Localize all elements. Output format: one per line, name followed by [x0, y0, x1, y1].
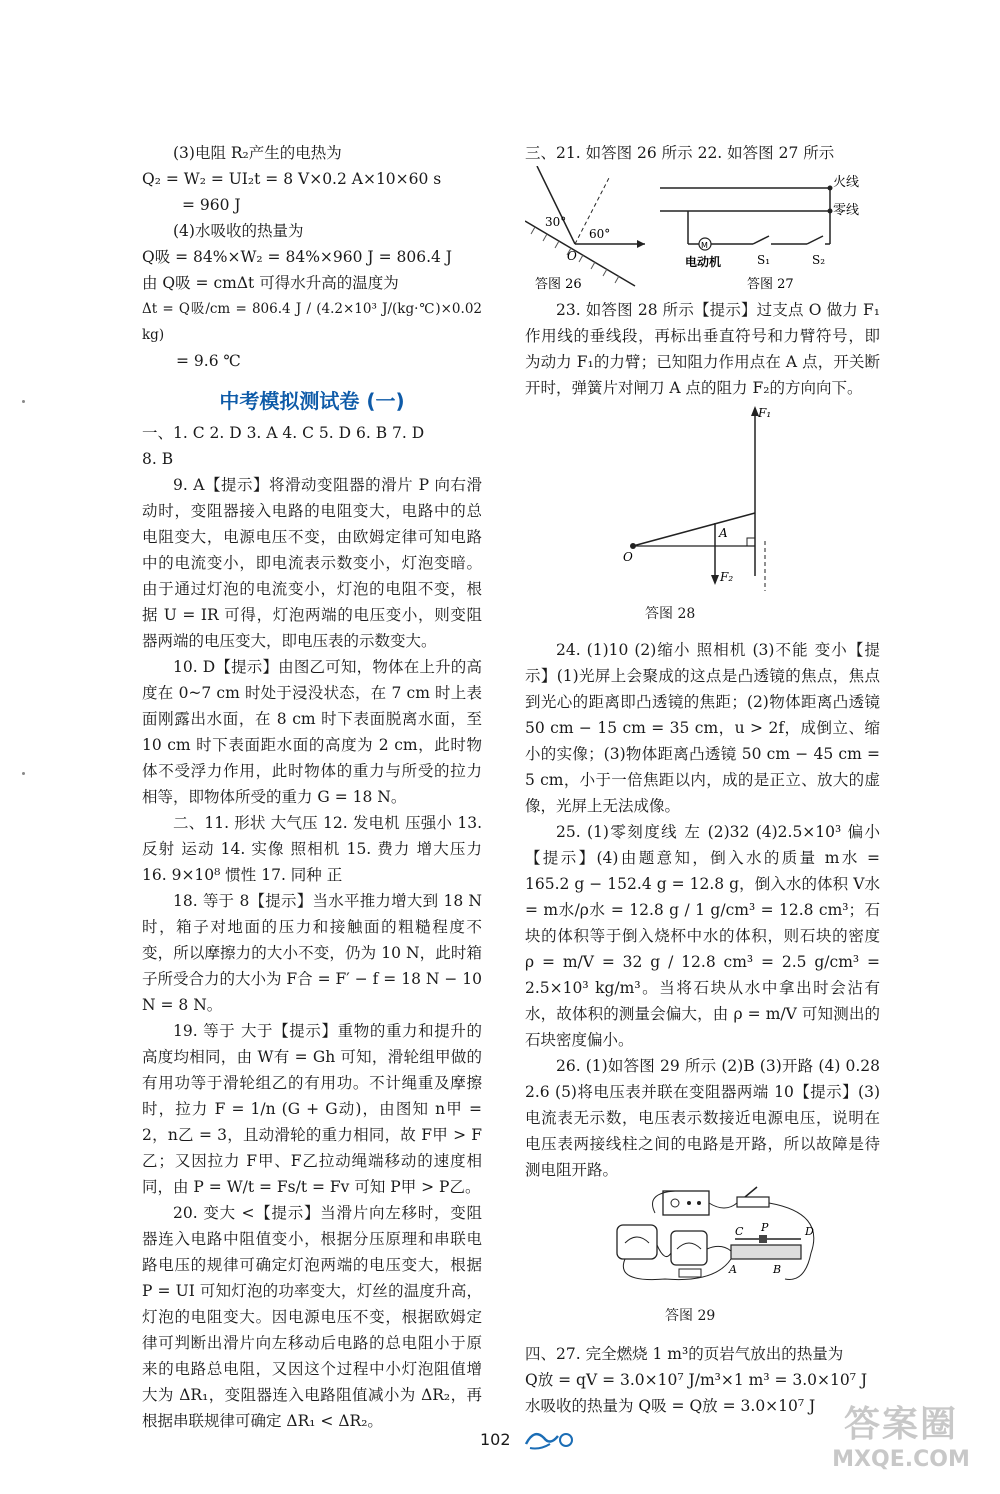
- page-number: 102: [480, 1430, 511, 1449]
- section-title: 中考模拟测试卷 (一): [219, 389, 405, 413]
- figure-29-circuit: [525, 1183, 880, 1303]
- page-ornament-icon: [520, 1424, 580, 1452]
- text-line: (4)水吸收的热量为: [173, 222, 304, 240]
- motor-symbol: M: [701, 241, 708, 250]
- terminal-label: P: [761, 1221, 769, 1234]
- figure-caption: 答图 29: [665, 1308, 716, 1324]
- scan-speck: [22, 772, 25, 775]
- formula-line: = 960 J: [182, 196, 241, 214]
- point-label: A: [719, 526, 728, 540]
- answer-paragraph: 10. D【提示】由图乙可知，物体在上升的高度在 0~7 cm 时处于浸没状态，在 7 cm 时上表面刚露出水面，在 8 cm 时下表面脱离水面，至 10 cm 时下表面距水面的高度为 2 cm，此时物体不受浮力作用，此时物体的重力与所受的拉力相等，即物体所受的重力 G = 18 N。: [142, 658, 482, 806]
- formula-line: Q₂ = W₂ = UI₂t = 8 V×0.2 A×10×60 s: [142, 170, 442, 188]
- watermark-url: MXQE.COM: [832, 1447, 970, 1472]
- neutral-wire-label: 零线: [833, 203, 860, 218]
- angle-label: 60°: [589, 227, 611, 241]
- formula-line: Δt = Q吸/cm = 806.4 J / (4.2×10³ J/(kg·℃)×0.02 kg): [142, 301, 482, 343]
- figure-caption: 答图 27: [747, 277, 794, 291]
- figure-27-circuit: [660, 174, 859, 269]
- switch-label: S₂: [812, 253, 826, 267]
- right-column: [525, 140, 880, 1419]
- figure-caption: 答图 26: [535, 277, 582, 291]
- terminal-label: A: [729, 1263, 737, 1276]
- answer-paragraph: 24. (1)10 (2)缩小 照相机 (3)不能 变小【提示】(1)光屏上会聚成的这点是凸透镜的焦点，焦点到光心的距离即凸透镜的焦距；(2)物体距离凸透镜 50 cm − 15 cm = 35 cm，u > 2f，成倒立、缩小的实像；(3)物体距离凸透镜 50 cm − 45 cm = 5 cm，小于一倍焦距以内，成的是正立、放大的虚像，光屏上无法成像。: [525, 641, 880, 815]
- formula-line: 水吸收的热量为 Q吸 = Q放 = 3.0×10⁷ J: [525, 1397, 816, 1415]
- formula-line: Q吸 = 84%×W₂ = 84%×960 J = 806.4 J: [142, 248, 452, 266]
- left-column: [142, 140, 482, 1434]
- terminal-label: D: [805, 1225, 814, 1238]
- scan-speck: [22, 400, 25, 403]
- answer-paragraph: 二、11. 形状 大气压 12. 发电机 压强小 13. 反射 运动 14. 实像 照相机 15. 费力 增大压力 16. 9×10⁸ 惯性 17. 同种 正: [142, 814, 482, 884]
- text-line: 由 Q吸 = cmΔt 可得水升高的温度为: [142, 274, 399, 292]
- watermark-logo: 答案圈: [843, 1404, 958, 1445]
- formula-line: Q放 = qV = 3.0×10⁷ J/m³×1 m³ = 3.0×10⁷ J: [525, 1371, 868, 1389]
- switch-label: S₁: [757, 253, 771, 267]
- answer-paragraph: 26. (1)如答图 29 所示 (2)B (3)开路 (4) 0.28 2.6 (5)将电压表并联在变阻器两端 10【提示】(3)电流表无示数，电压表示数接近电源电压，说明在电压表两接线柱之间的电路是开路，所以故障是待测电阻开路。: [525, 1057, 880, 1179]
- force-label: F₁: [758, 406, 772, 420]
- point-label: O: [623, 550, 633, 564]
- terminal-label: C: [735, 1225, 744, 1238]
- terminal-label: B: [773, 1263, 782, 1276]
- formula-line: = 9.6 ℃: [176, 352, 241, 370]
- answer-paragraph: 19. 等于 大于【提示】重物的重力和提升的高度均相同，由 W有 = Gh 可知，滑轮组甲做的有用功等于滑轮组乙的有用功。不计绳重及摩擦时，拉力 F = 1/n (G + G动)，由图知 n甲 = 2，n乙 = 3，且动滑轮的重力相同，故 F甲 > F乙；又因拉力 F甲、F乙拉动绳端移动的速度相同，由 P = W/t = Fs/t = Fv 可知 P甲 > P乙。: [142, 1022, 482, 1196]
- text-line: (3)电阻 R₂产生的电热为: [173, 144, 342, 162]
- answer-line: 四、27. 完全燃烧 1 m³的页岩气放出的热量为: [525, 1345, 844, 1363]
- figure-28-lever: [525, 401, 880, 601]
- answer-paragraph: 9. A【提示】将滑动变阻器的滑片 P 向右滑动时，变阻器接入电路的电阻变大，电路中的总电阻变大，电源电压不变，由欧姆定律可知电路中的电流变小，即电流表示数变小，灯泡变暗。由于通过灯泡的电流变小，灯泡的电阻不变，根据 U = IR 可得，灯泡两端的电压变小，则变阻器两端的电压变大，即电压表的示数变大。: [142, 476, 482, 650]
- answer-line: 三、21. 如答图 26 所示 22. 如答图 27 所示: [525, 144, 835, 162]
- force-label: F₂: [720, 570, 734, 584]
- figures-26-27: [525, 166, 880, 291]
- live-wire-label: 火线: [833, 175, 860, 190]
- motor-label: 电动机: [685, 255, 722, 269]
- figure-caption: 答图 28: [645, 606, 696, 622]
- angle-label: 30°: [545, 215, 567, 229]
- figure-26-reflection: [525, 166, 645, 286]
- answer-paragraph: 23. 如答图 28 所示【提示】过支点 O 做力 F₁作用线的垂线段，再标出垂直符号和力臂符号，即为动力 F₁的力臂；已知阻力作用点在 A 点，开关断开时，弹簧片对闸刀 A 点的阻力 F₂的方向向下。: [525, 301, 880, 397]
- answer-paragraph: 20. 变大 <【提示】当滑片向左移时，变阻器连入电路中阻值变小，根据分压原理和串联电路电压的规律可确定灯泡两端的电压变大，根据 P = UI 可知灯泡的功率变大，灯丝的温度升高，灯泡的电阻变大。因电源电压不变，根据欧姆定律可判断出滑片向左移动后电路的总电阻小于原来的电路总电阻，又因这个过程中小灯泡阻值增大为 ΔR₁，变阻器连入电路阻值减小为 ΔR₂，再根据串联规律可确定 ΔR₁ < ΔR₂。: [142, 1204, 482, 1430]
- answer-line: 8. B: [142, 450, 174, 468]
- answer-line: 一、1. C 2. D 3. A 4. C 5. D 6. B 7. D: [142, 424, 425, 442]
- watermark: [826, 1396, 976, 1476]
- answer-paragraph: 18. 等于 8【提示】当水平推力增大到 18 N 时，箱子对地面的压力和接触面的粗糙程度不变，所以摩擦力的大小不变，仍为 10 N，此时箱子所受合力的大小为 F合 = F′ − f = 18 N − 10 N = 8 N。: [142, 892, 482, 1014]
- answer-paragraph: 25. (1)零刻度线 左 (2)32 (4)2.5×10³ 偏小【提示】(4)由题意知，倒入水的质量 m水 = 165.2 g − 152.4 g = 12.8 g，倒入水的体积 V水 = m水/ρ水 = 12.8 g / 1 g/cm³ = 12.8 cm³；石块的体积等于倒入烧杯中水的体积，则石块的密度 ρ = m/V = 32 g / 12.8 cm³ = 2.5 g/cm³ = 2.5×10³ kg/m³。当将石块从水中拿出时会沾有水，故体积的测量会偏大，由 ρ = m/V 可知测出的石块密度偏小。: [525, 823, 880, 1049]
- point-label: O: [567, 249, 577, 263]
